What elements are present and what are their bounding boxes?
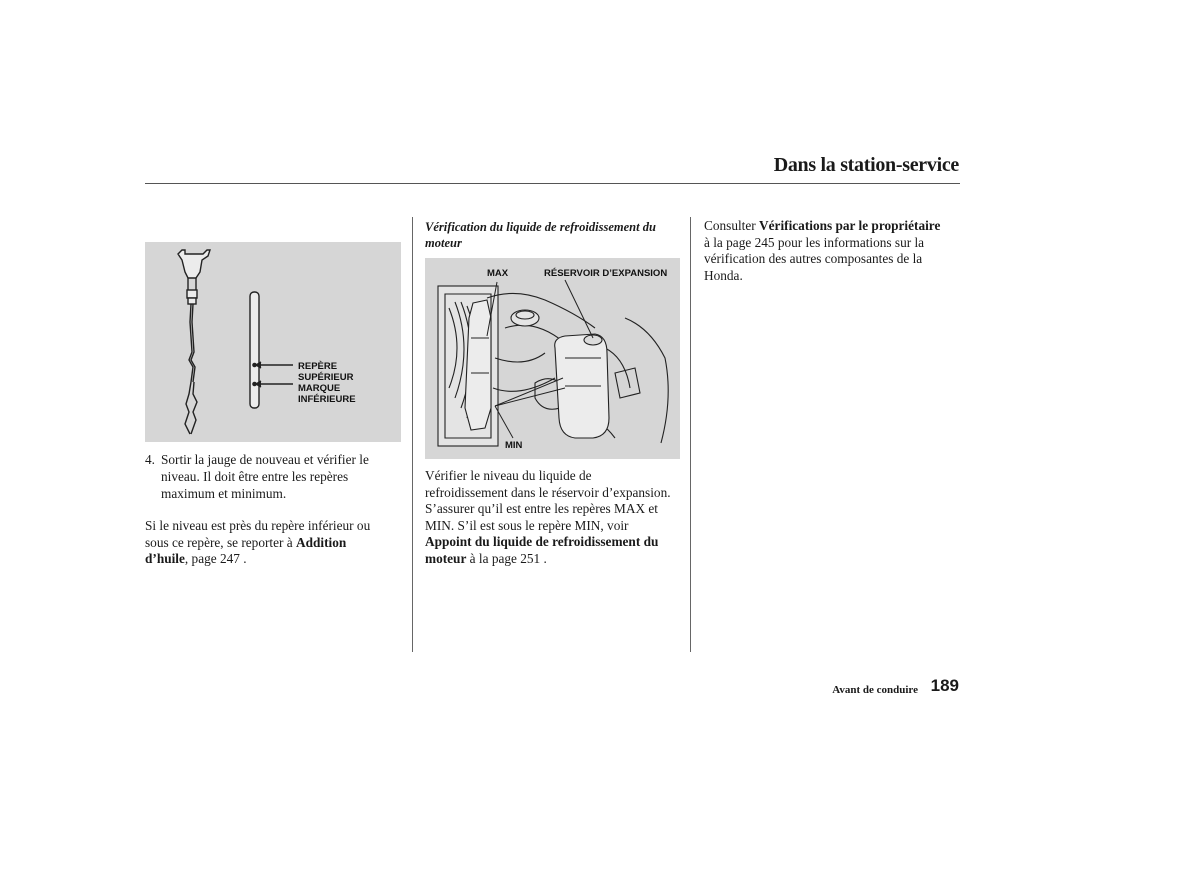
figure-label-reservoir: RÉSERVOIR D’EXPANSION xyxy=(544,268,668,279)
coolant-paragraph xyxy=(425,468,671,568)
label-line: REPÈRE xyxy=(298,361,338,372)
paragraph-line: MIN. S’il est sous le repère MIN, voir xyxy=(425,517,629,533)
paragraph-line: Honda. xyxy=(704,267,743,283)
oil-addition-link-cont[interactable]: d’huile xyxy=(145,551,185,567)
coolant-reservoir-figure xyxy=(425,258,680,459)
owner-checks-paragraph xyxy=(704,218,940,284)
dipstick-figure xyxy=(145,242,401,442)
page-title: Dans la station-service xyxy=(773,154,959,176)
paragraph-text: , page 247 . xyxy=(184,551,247,567)
oil-addition-link[interactable]: Addition xyxy=(296,534,347,550)
engine-bay-illustration xyxy=(425,258,680,459)
paragraph-text: sous ce repère, se reporter à xyxy=(145,534,296,550)
figure-label-lower-mark xyxy=(298,383,356,405)
paragraph-text: à la page 251 . xyxy=(466,550,547,566)
coolant-refill-link-cont[interactable]: moteur xyxy=(425,550,467,566)
step-line: Sortir la jauge de nouveau et vérifier le xyxy=(161,452,369,467)
step-line: niveau. Il doit être entre les repères xyxy=(161,469,349,484)
figure-label-upper-mark xyxy=(298,361,353,383)
owner-checks-link[interactable]: Vérifications par le propriétaire xyxy=(759,218,941,233)
column-divider-1 xyxy=(412,217,413,652)
coolant-refill-link[interactable]: Appoint du liquide de refroidissement du xyxy=(425,534,659,550)
section-subheading xyxy=(425,219,656,251)
paragraph-line: Vérifier le niveau du liquide de xyxy=(425,468,592,483)
step-line: maximum et minimum. xyxy=(161,486,287,501)
paragraph-line: vérification des autres composantes de la xyxy=(704,251,923,267)
oil-addition-paragraph xyxy=(145,518,370,568)
dipstick-illustration xyxy=(145,242,401,442)
column-divider-2 xyxy=(690,217,691,652)
label-line: INFÉRIEURE xyxy=(298,394,356,405)
paragraph-line: à la page 245 pour les informations sur la xyxy=(704,234,925,250)
page-number: 189 xyxy=(930,676,959,695)
paragraph-text: Consulter xyxy=(704,218,760,233)
header-rule xyxy=(145,183,960,184)
subheading-line: moteur xyxy=(425,236,462,250)
paragraph-line: Si le niveau est près du repère inférieur ou xyxy=(145,518,371,533)
label-line: SUPÉRIEUR xyxy=(298,372,354,383)
subheading-line: Vérification du liquide de refroidissement du xyxy=(425,220,656,234)
paragraph-line: S’assurer qu’il est entre les repères MAX et xyxy=(425,501,658,517)
paragraph-line: refroidissement dans le réservoir d’expansion. xyxy=(425,484,671,500)
figure-label-min: MIN xyxy=(505,440,523,451)
footer-section-name: Avant de conduire xyxy=(832,684,918,696)
step-number: 4. xyxy=(145,452,155,467)
figure-label-max: MAX xyxy=(487,268,509,279)
label-line: MARQUE xyxy=(298,383,341,394)
